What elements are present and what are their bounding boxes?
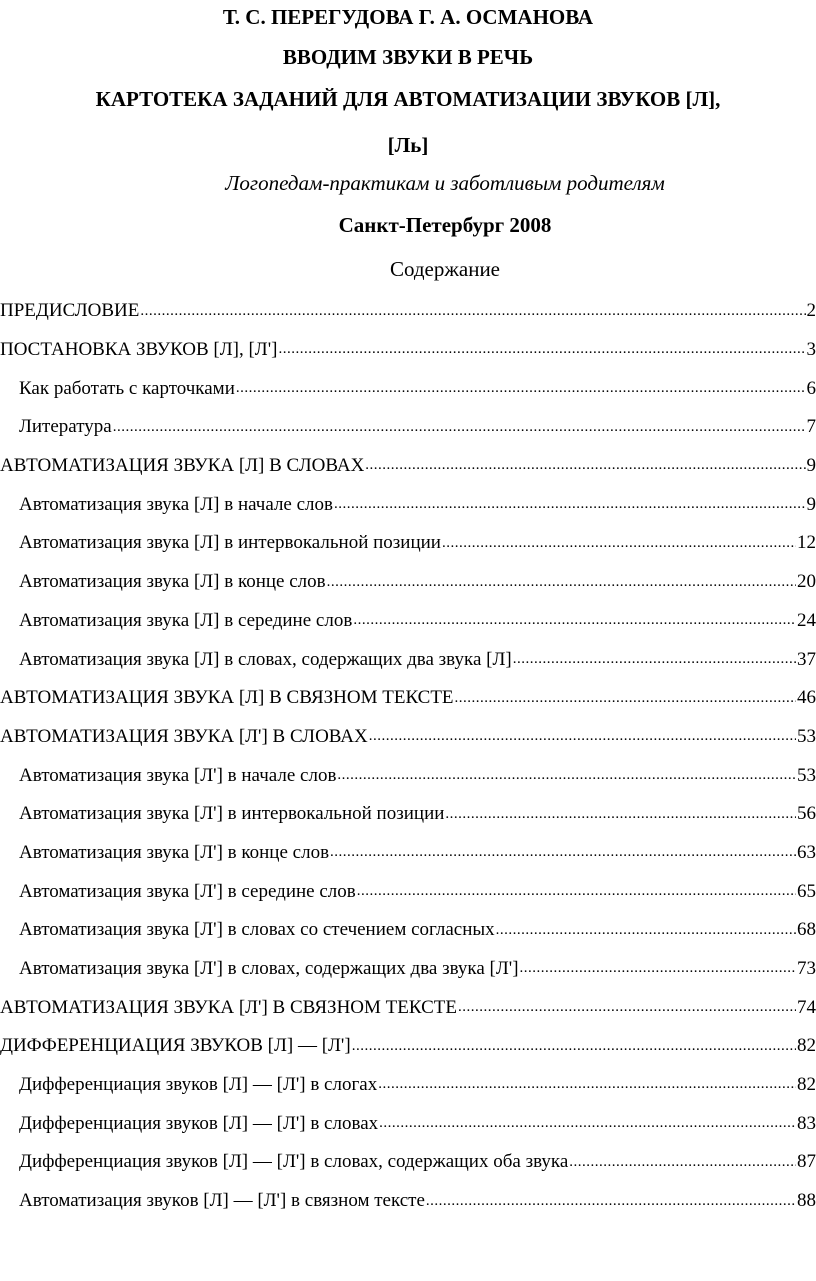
toc-entry-page: 56 [797,803,816,825]
toc-leader-dots [113,415,806,437]
toc-entry[interactable] [0,602,816,641]
toc-entry[interactable] [0,988,816,1027]
toc-entry-page: 82 [797,1074,816,1096]
toc-entry-page: 24 [797,609,816,631]
toc-entry-page: 63 [797,841,816,863]
toc-entry-page: 9 [806,493,816,515]
toc-entry-page: 73 [797,958,816,980]
toc-entry[interactable] [0,795,816,834]
toc-entry[interactable] [0,447,816,486]
toc-entry-label: Автоматизация звука [Л] в конце слов [19,571,326,593]
table-of-contents [0,292,816,1221]
toc-entry[interactable] [0,369,816,408]
toc-entry[interactable] [0,1104,816,1143]
toc-leader-dots [365,453,805,475]
toc-entry[interactable] [0,950,816,989]
toc-entry-page: 87 [797,1151,816,1173]
toc-leader-dots [236,376,806,398]
toc-entry-label: Автоматизация звука [Л'] в словах со стечением согласных [19,919,495,941]
toc-entry-label: ДИФФЕРЕНЦИАЦИЯ ЗВУКОВ [Л] — [Л'] [0,1035,351,1057]
toc-leader-dots [327,570,796,592]
toc-entry-label: Литература [19,416,112,438]
toc-entry-page: 6 [806,377,816,399]
toc-entry-label: АВТОМАТИЗАЦИЯ ЗВУКА [Л] В СВЯЗНОМ ТЕКСТЕ [0,687,454,709]
toc-entry[interactable] [0,679,816,718]
toc-entry[interactable] [0,1143,816,1182]
authors-line: Т. С. ПЕРЕГУДОВА Г. А. ОСМАНОВА [222,5,594,29]
toc-leader-dots [352,1034,796,1056]
toc-entry-label: АВТОМАТИЗАЦИЯ ЗВУКА [Л'] В СЛОВАХ [0,725,368,747]
toc-entry-page: 3 [806,339,816,361]
toc-leader-dots [496,918,796,940]
toc-entry-label: Как работать с карточками [19,377,235,399]
contents-heading: Содержание [389,257,501,281]
toc-entry-label: Автоматизация звука [Л] в интервокальной позиции [19,532,441,554]
toc-entry-page: 9 [806,455,816,477]
toc-entry[interactable] [0,292,816,331]
toc-entry-label: Автоматизация звука [Л] в словах, содержащих два звука [Л] [19,648,512,670]
toc-entry[interactable] [0,331,816,370]
toc-entry-label: Автоматизация звука [Л'] в конце слов [19,841,330,863]
toc-entry-label: Дифференциация звуков [Л] — [Л'] в слогах [19,1074,378,1096]
toc-entry[interactable] [0,524,816,563]
toc-entry-page: 2 [806,300,816,322]
toc-leader-dots [337,763,796,785]
toc-entry-label: АВТОМАТИЗАЦИЯ ЗВУКА [Л] В СЛОВАХ [0,455,365,477]
city-year: Санкт-Петербург 2008 [338,213,552,237]
toc-entry-label: ПОСТАНОВКА ЗВУКОВ [Л], [Л'] [0,339,278,361]
toc-leader-dots [357,879,796,901]
toc-entry-label: Дифференциация звуков [Л] — [Л'] в словах, содержащих оба звука [19,1151,569,1173]
toc-entry-page: 74 [797,996,816,1018]
toc-leader-dots [445,802,796,824]
document-subtitle-line1: КАРТОТЕКА ЗАДАНИЙ ДЛЯ АВТОМАТИЗАЦИИ ЗВУКОВ [Л], [95,87,721,111]
toc-leader-dots [330,840,796,862]
toc-entry-label: Автоматизация звука [Л'] в начале слов [19,764,337,786]
toc-entry-label: Автоматизация звуков [Л] — [Л'] в связном тексте [19,1190,425,1212]
toc-entry[interactable] [0,640,816,679]
toc-entry-page: 12 [797,532,816,554]
dedication: Логопедам-практикам и заботливым родителям [225,171,665,195]
toc-entry-page: 83 [797,1112,816,1134]
toc-entry-label: Автоматизация звука [Л] в середине слов [19,609,353,631]
toc-entry-page: 65 [797,880,816,902]
toc-entry[interactable] [0,911,816,950]
toc-entry-page: 88 [797,1190,816,1212]
toc-entry-label: Автоматизация звука [Л'] в середине слов [19,880,356,902]
toc-entry-page: 68 [797,919,816,941]
document-title: ВВОДИМ ЗВУКИ В РЕЧЬ [282,45,534,69]
toc-leader-dots [513,647,796,669]
toc-entry-page: 46 [797,687,816,709]
toc-entry[interactable] [0,756,816,795]
toc-leader-dots [569,1150,796,1172]
toc-entry[interactable] [0,1066,816,1105]
toc-leader-dots [353,608,796,630]
toc-entry[interactable] [0,872,816,911]
toc-entry-page: 82 [797,1035,816,1057]
toc-entry[interactable] [0,834,816,873]
toc-entry[interactable] [0,408,816,447]
toc-leader-dots [278,337,805,359]
toc-entry-page: 7 [806,416,816,438]
toc-entry[interactable] [0,485,816,524]
toc-leader-dots [140,299,805,321]
toc-leader-dots [369,724,796,746]
toc-leader-dots [379,1111,796,1133]
toc-entry-label: Автоматизация звука [Л'] в словах, содержащих два звука [Л'] [19,958,519,980]
toc-entry-page: 53 [797,725,816,747]
toc-leader-dots [520,956,796,978]
document-subtitle-line2: [Ль] [387,133,429,157]
toc-entry-page: 53 [797,764,816,786]
toc-leader-dots [442,531,796,553]
toc-entry-page: 37 [797,648,816,670]
toc-entry-label: Дифференциация звуков [Л] — [Л'] в словах [19,1112,379,1134]
toc-leader-dots [334,492,806,514]
toc-entry[interactable] [0,1027,816,1066]
toc-entry-label: АВТОМАТИЗАЦИЯ ЗВУКА [Л'] В СВЯЗНОМ ТЕКСТЕ [0,996,457,1018]
toc-entry[interactable] [0,1182,816,1221]
toc-entry-label: ПРЕДИСЛОВИЕ [0,300,140,322]
toc-leader-dots [378,1072,796,1094]
toc-entry-page: 20 [797,571,816,593]
toc-leader-dots [426,1189,796,1211]
toc-entry-label: Автоматизация звука [Л] в начале слов [19,493,333,515]
toc-leader-dots [458,995,796,1017]
toc-leader-dots [455,686,796,708]
toc-entry-label: Автоматизация звука [Л'] в интервокальной позиции [19,803,445,825]
toc-entry[interactable] [0,718,816,757]
toc-entry[interactable] [0,563,816,602]
